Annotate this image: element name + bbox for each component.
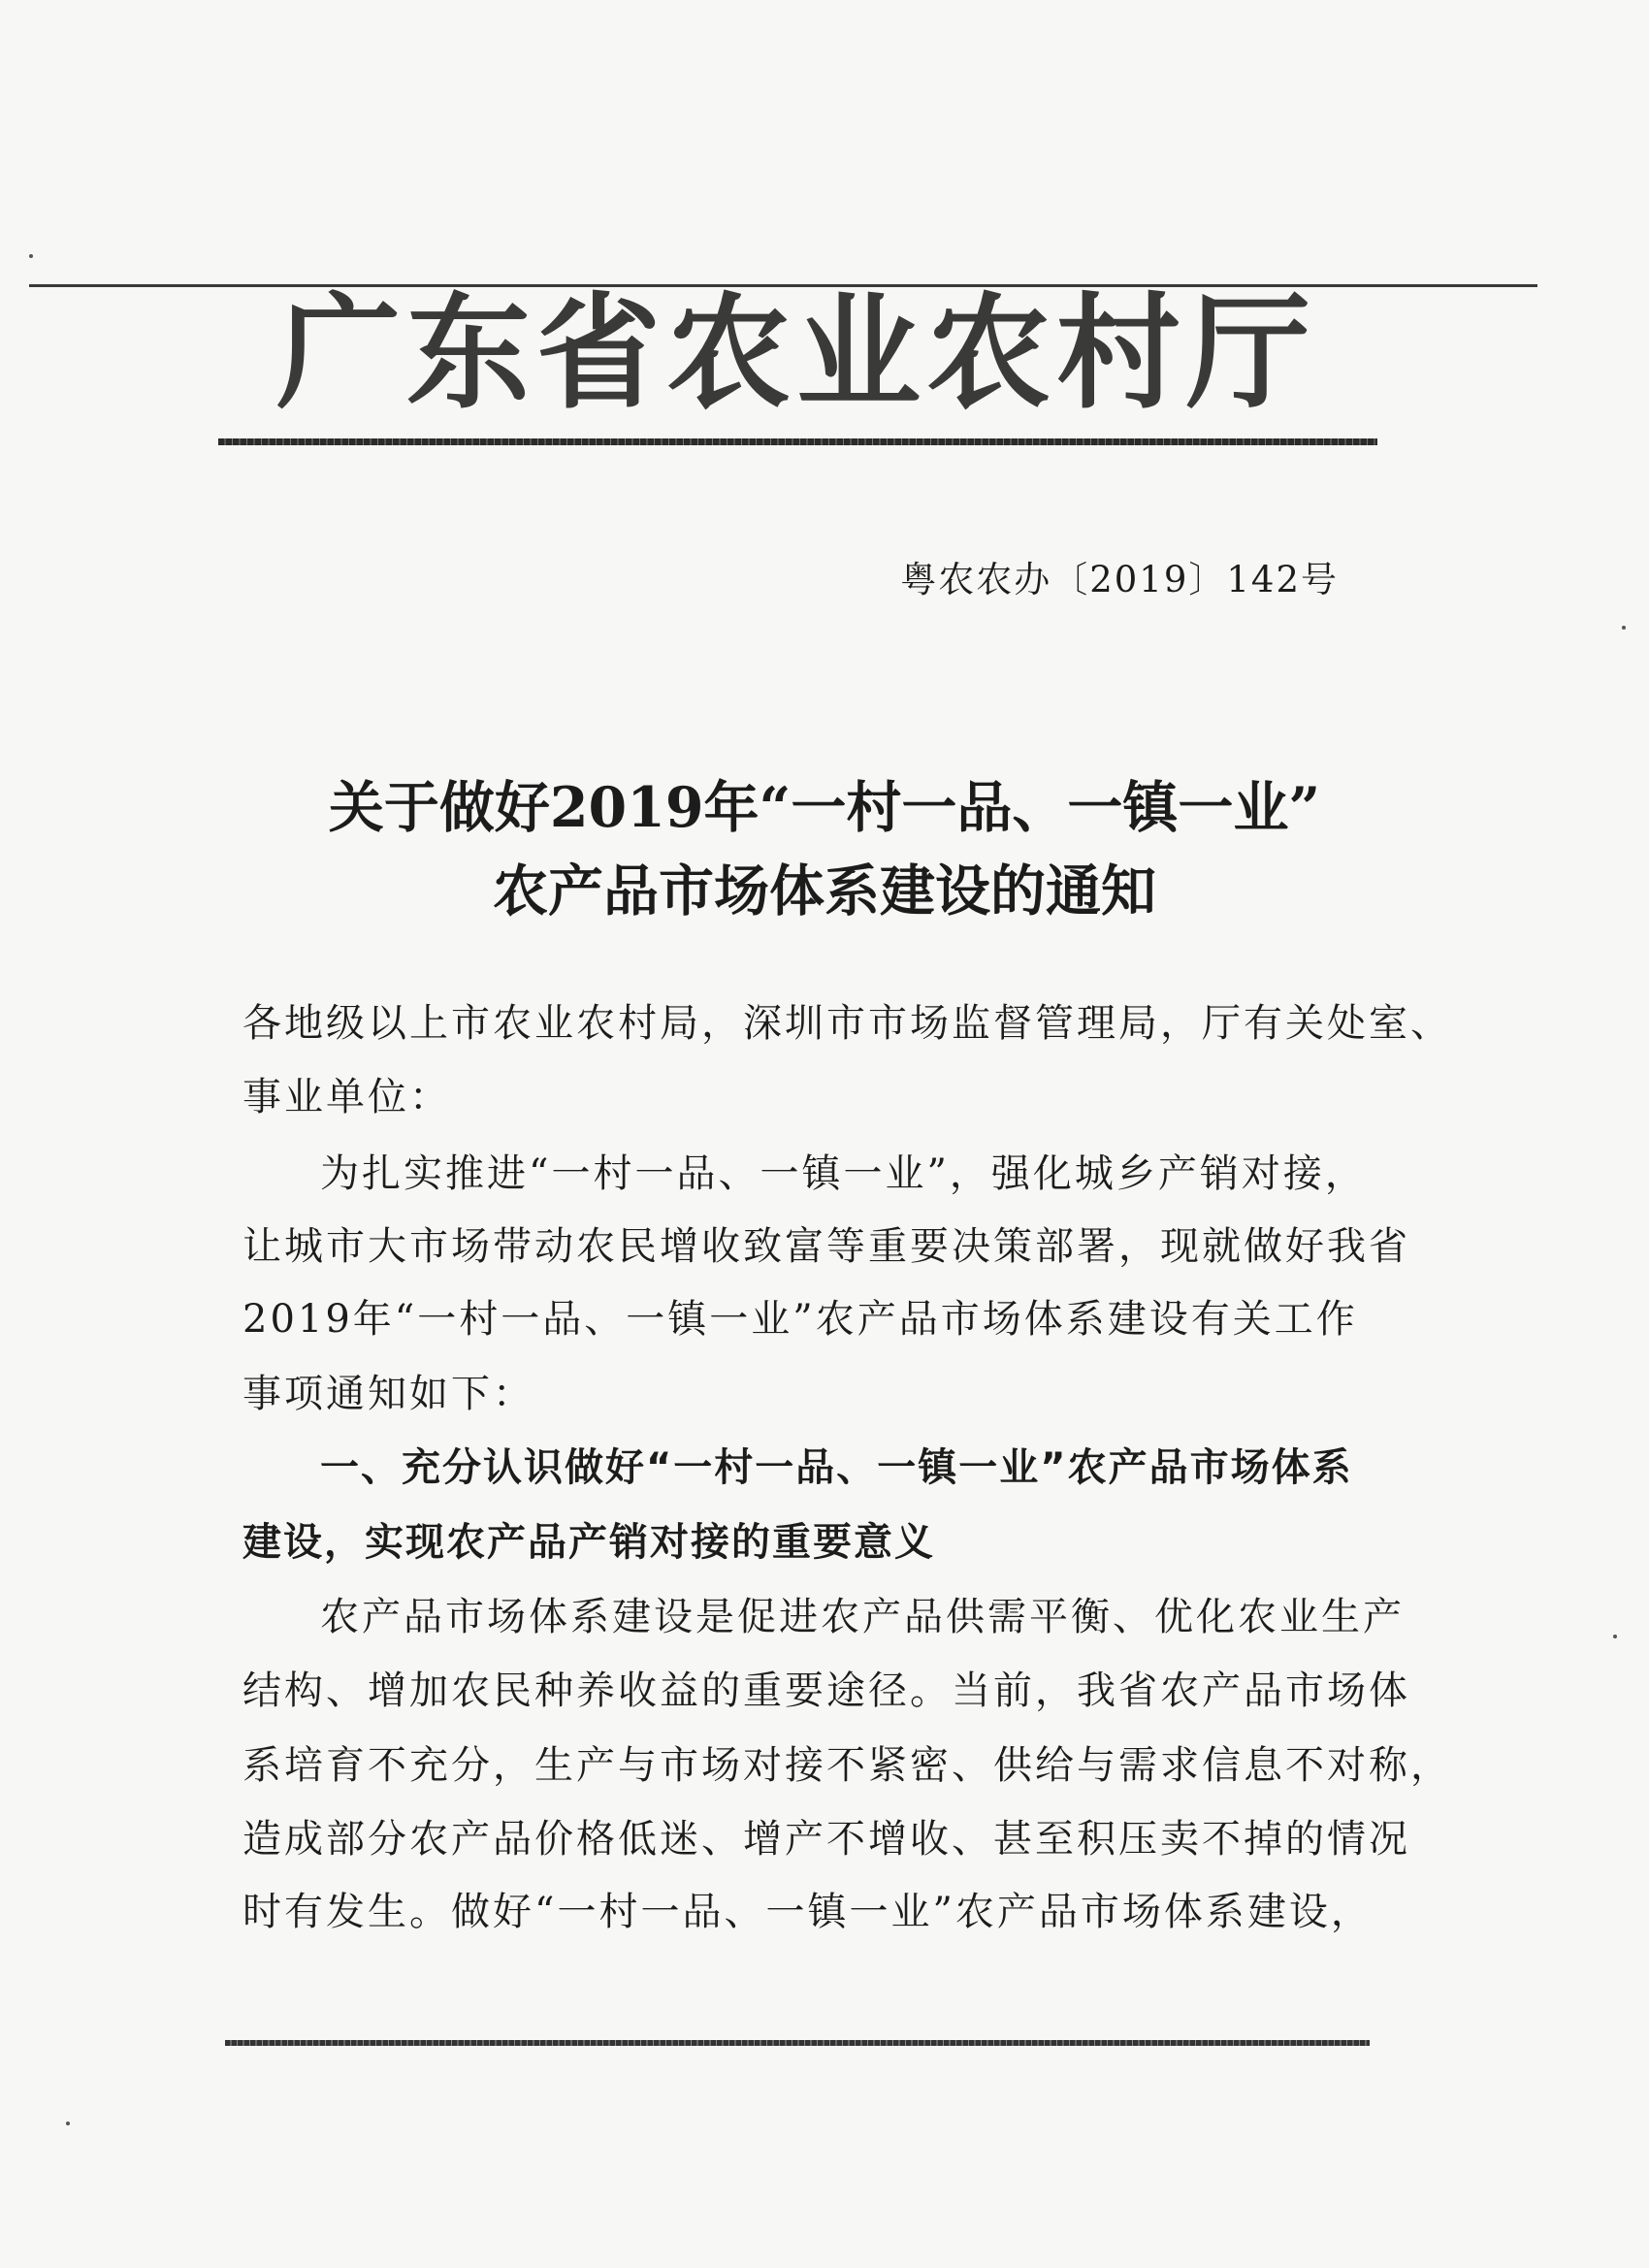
section-heading-line: 一、充分认识做好“一村一品、一镇一业”农产品市场体系: [320, 1445, 1353, 1490]
section-heading-line: 建设，实现农产品产销对接的重要意义: [242, 1520, 935, 1565]
paragraph-line: 结构、增加农民种养收益的重要途径。当前，我省农产品市场体: [242, 1669, 1410, 1713]
letterhead-rule: [218, 438, 1377, 445]
scan-speck: [1622, 626, 1626, 630]
paragraph-line: 时有发生。做好“一村一品、一镇一业”农产品市场体系建设，: [242, 1890, 1373, 1934]
footer-rule: [225, 2040, 1370, 2046]
document-number: 粤农农办〔2019〕142号: [900, 559, 1339, 600]
paragraph-line: 让城市大市场带动农民增收致富等重要决策部署，现就做好我省: [242, 1224, 1410, 1269]
paragraph-line: 系培育不充分，生产与市场对接不紧密、供给与需求信息不对称，: [242, 1743, 1452, 1788]
scan-speck: [66, 2122, 70, 2125]
document-title-line-1: 关于做好2019年“一村一品、一镇一业”: [328, 775, 1321, 840]
addressee-line: 各地级以上市农业农村局，深圳市市场监督管理局，厅有关处室、: [242, 1001, 1452, 1046]
scan-speck: [1613, 1635, 1617, 1638]
paragraph-line: 为扎实推进“一村一品、一镇一业”，强化城乡产销对接，: [320, 1151, 1367, 1196]
paragraph-line: 2019年“一村一品、一镇一业”农产品市场体系建设有关工作: [242, 1297, 1358, 1342]
paragraph-line: 造成部分农产品价格低迷、增产不增收、甚至积压卖不掉的情况: [242, 1817, 1410, 1862]
agency-letterhead: 广东省农业农村厅: [276, 281, 1317, 426]
paragraph-line: 事项通知如下：: [242, 1372, 534, 1416]
document-title-line-2: 农产品市场体系建设的通知: [493, 859, 1156, 923]
paragraph-line: 农产品市场体系建设是促进农产品供需平衡、优化农业生产: [320, 1595, 1405, 1639]
addressee-line: 事业单位：: [242, 1075, 451, 1119]
scan-speck: [29, 254, 33, 258]
